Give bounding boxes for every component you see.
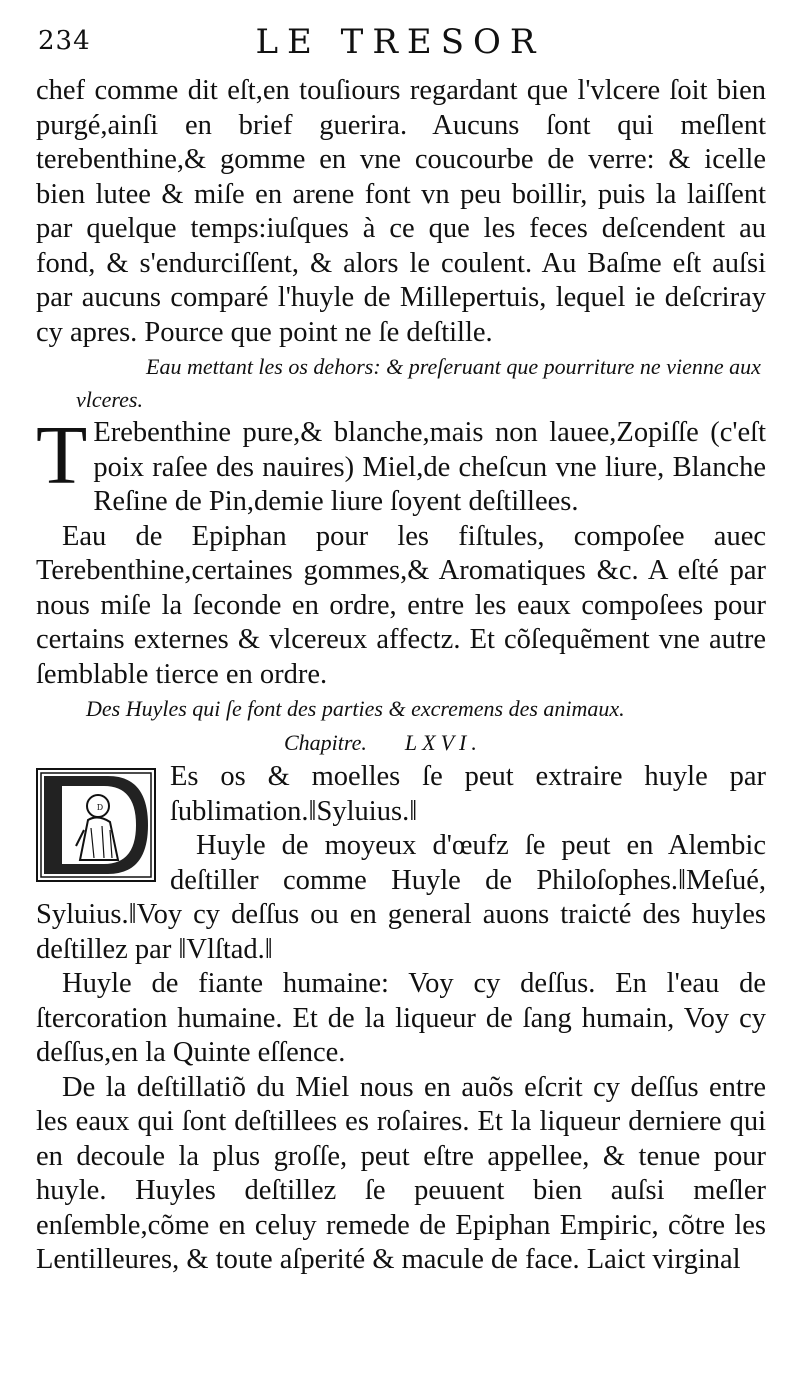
- paragraph-epiphan: Eau de Epiphan pour les fiſtules, compoſee auec Terebenthine,certaines gommes,& Aromatiques &c. A eſté par nous miſe la ſeconde en ordre, entre les eaux compoſees pour certains externes & vlcereux affectz. Et cõſequẽment vne autre ſemblable tierce en ordre.: [36, 520, 766, 690]
- woodcut-initial-d-image: [36, 768, 156, 882]
- paragraph-recipe-text: Erebenthine pure,& blanche,mais non lauee,Zopiſſe (c'eſt poix raſee des nauires) Miel,de cheſcun vne liure, Blanche Reſine de Pin,demie liure ſoyent deſtillees.: [93, 417, 766, 517]
- chapter-number: LXVI.: [404, 730, 482, 755]
- section-heading-eau: Eau mettant les os dehors: & preſeruant que pourriture ne vienne aux vlceres.: [76, 354, 761, 412]
- chapter-line: [36, 726, 766, 760]
- section-heading-huyles: Des Huyles qui ſe font des parties & excremens des animaux.: [86, 696, 625, 721]
- chapter-label: Chapitre.: [284, 730, 367, 755]
- drop-cap-t: T: [36, 409, 88, 502]
- page-number: 234: [38, 26, 91, 56]
- woodcut-letter: D: [96, 803, 104, 812]
- paragraph-moyeux: Huyle de moyeux d'œufz ſe peut en Alembic deſtiller comme Huyle de Philoſophes.‖Meſué, Syluius.‖Voy cy deſſus ou en general auons traicté des huyles deſtillez par ‖Vlſtad.‖: [36, 830, 766, 965]
- page-body: [36, 74, 766, 1278]
- paragraph-os-moelles: Es os & moelles ſe peut extraire huyle par ſublimation.‖Syluius.‖: [170, 761, 766, 827]
- running-title: LE TRESOR: [255, 22, 545, 62]
- paragraph-fiante: Huyle de fiante humaine: Voy cy deſſus. En l'eau de ſtercoration humaine. Et de la liqueur de ſang humain, Voy cy deſſus,en la Quinte eſſence.: [36, 968, 766, 1068]
- paragraph-continued: chef comme dit eſt,en touſiours regardant que l'vlcere ſoit bien purgé,ainſi en brief guerira. Aucuns ſont qui meſlent terebenthine,& gomme en vne coucourbe de verre: & icelle bien lutee & miſe en arene font vn peu boillir, puis la laiſſent par quelque temps:iuſques à ce que les feces deſcendent au fond, & s'endurciſſent, & alors le coulent. Au Baſme eſt auſsi par aucuns comparé l'huyle de Millepertuis, lequel ie deſcriray cy apres. Pource que point ne ſe deſtille.: [36, 75, 766, 348]
- paragraph-miel: De la deſtillatiõ du Miel nous en auõs eſcrit cy deſſus entre les eaux qui ſont deſtillees es roſaires. Et la liqueur derniere qui en decoule la plus groſſe, peut eſtre appellee, & tenue pour huyle. Huyles deſtillez ſe peuuent bien auſsi meſler enſemble,cõme en celuy remede de Epiphan Empiric, cõtre les Lentilleures, & toute aſperité & macule de face. Laict virginal: [36, 1071, 766, 1275]
- paragraph-recipe: [36, 409, 766, 520]
